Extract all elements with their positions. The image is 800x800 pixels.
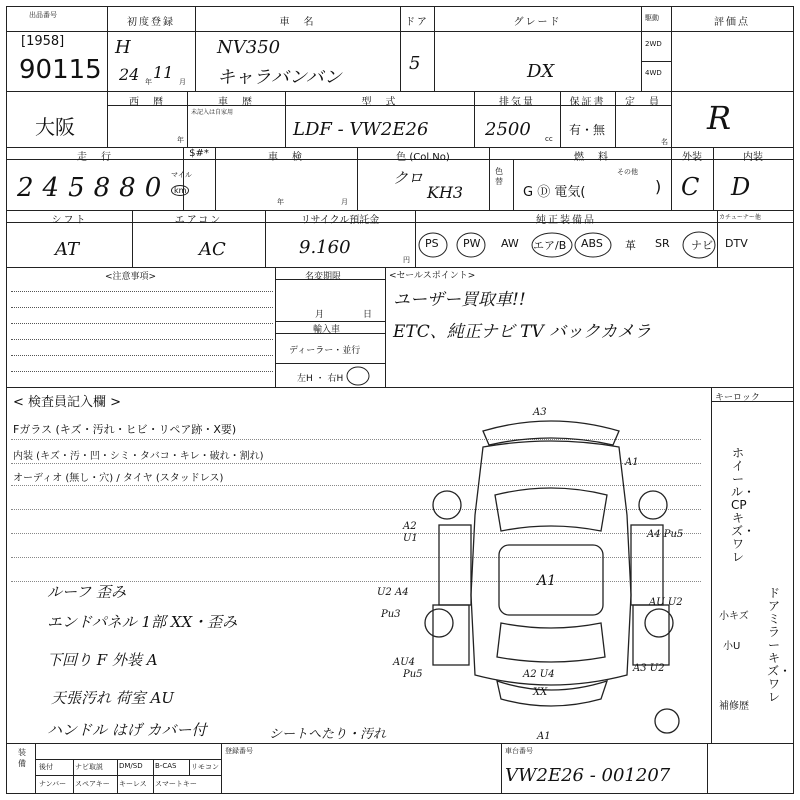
capacity-label: 定 員: [625, 97, 661, 108]
opt-retrofit: 後付: [39, 763, 53, 771]
auction-sheet: [6, 6, 794, 794]
model-name: NV350: [217, 37, 281, 58]
equip-ps: PS: [425, 237, 439, 250]
recycle-label: リサイクル預託金: [300, 215, 380, 226]
insp-month-unit: 月: [341, 198, 348, 206]
wheel-note: ホイール・CPキズ・ワレ: [731, 446, 756, 564]
svg-text:U1: U1: [403, 533, 418, 544]
mileage-unit-mile: マイル: [171, 171, 192, 179]
car-diagram: [377, 395, 707, 743]
west-label: 西 暦: [129, 97, 165, 108]
svg-text:AU U2: AU U2: [649, 597, 683, 608]
equip-pw: PW: [463, 237, 481, 250]
chassis-label: 車台番号: [505, 747, 533, 755]
legend-small-dent: 小U: [723, 641, 741, 652]
opt-spare-key: スペアキー: [75, 780, 110, 788]
svg-text:XX: XX: [533, 687, 548, 698]
footer-side-label: 装備: [18, 748, 26, 768]
mirror-note: ドアミラー キズ・ワレ: [767, 586, 792, 704]
handle-side: 左H ・ 右H: [297, 374, 344, 384]
reg-month: 11: [153, 63, 174, 82]
capacity-unit: 名: [661, 138, 668, 146]
shift: AT: [55, 239, 80, 260]
first-reg-label: 初度登録: [127, 17, 175, 28]
displacement: 2500: [485, 119, 531, 140]
opt-smart-key: スマートキー: [155, 780, 197, 788]
equip-sr: SR: [655, 237, 670, 250]
color-label: 色 (Col.No): [396, 152, 450, 163]
color: クロ: [393, 169, 424, 187]
hand-note-2: エンドパネル 1部 XX・歪み: [47, 613, 238, 631]
score: R: [707, 99, 732, 137]
interior-grade: D: [731, 173, 751, 201]
svg-text:U2 A4: U2 A4: [377, 587, 409, 598]
equip-abs: ABS: [581, 237, 603, 250]
doors: 5: [409, 53, 421, 74]
handle-circle: [345, 365, 371, 387]
displacement-unit: cc: [545, 135, 553, 143]
equip-airbag: エア/B: [533, 239, 567, 252]
door-label: ドア: [405, 17, 429, 28]
opt-keyless: キーレス: [119, 780, 147, 788]
mileage-unit-km: km: [171, 185, 189, 196]
opt-navi-manual: ナビ取説: [75, 763, 103, 771]
opt-bcas: B-CAS: [155, 762, 177, 770]
equip-aw: AW: [501, 237, 519, 250]
hand-note-5: ハンドル はげ カバー付: [47, 721, 207, 739]
hand-note-3: 下回り F 外装 A: [47, 651, 158, 669]
dealer-parallel: ディーラー・並行: [289, 346, 361, 356]
venue-label: 出品番号: [29, 11, 57, 19]
lot-paren: [1958]: [21, 34, 65, 49]
key-lock-label: キーロック: [715, 393, 760, 403]
grade: DX: [527, 61, 555, 82]
car-name-label: 車 名: [279, 17, 316, 28]
caution-label: <注意事項>: [105, 272, 157, 282]
exterior-grade: C: [681, 173, 700, 201]
displacement-label: 排気量: [499, 97, 535, 108]
hand-note-4: 天張汚れ 荷室 AU: [51, 689, 175, 707]
fuel-label: 燃 料: [574, 152, 610, 163]
insp-year-unit: 年: [277, 198, 284, 206]
svg-text:A1: A1: [625, 457, 639, 468]
equipment-circles: [415, 222, 795, 267]
legend-repaired: 補修歴: [719, 701, 749, 712]
hand-note-6: シートへたり・汚れ: [269, 727, 387, 742]
grade-label: グレード: [513, 17, 562, 28]
glass-note: Fガラス (キズ・汚れ・ヒビ・リペア跡・X要): [13, 423, 237, 436]
sh-label: $#*: [189, 148, 209, 159]
equip-leather: 革: [625, 239, 636, 252]
history-note: 未記入は自家用: [191, 109, 234, 116]
inspection-label: 車 検: [268, 152, 304, 163]
equipment-label: 純正装備品: [536, 215, 596, 226]
era: H: [115, 37, 131, 58]
svg-text:A2 U4: A2 U4: [523, 669, 555, 680]
svg-text:AU4: AU4: [393, 657, 416, 668]
svg-text:Pu3: Pu3: [381, 609, 401, 620]
equip-navi: ナビ: [691, 239, 713, 252]
model-sub: キャラバンバン: [217, 67, 342, 88]
lot-number: 90115: [19, 55, 102, 85]
exterior-label: 外装: [682, 152, 702, 163]
opt-dm-sd: DM/SD: [119, 762, 143, 770]
recycle-unit: 円: [403, 256, 410, 264]
warranty-label: 保証書: [569, 97, 606, 108]
fuel-close-paren: ): [655, 177, 662, 196]
warranty-value: 有・無: [569, 123, 606, 137]
name-change-label: 名変期限: [305, 272, 342, 282]
audio-note: オーディオ (無し・穴) / タイヤ (スタッドレス): [13, 473, 224, 484]
drive-label: 駆動: [645, 14, 659, 22]
import-label: 輸入車: [313, 325, 341, 335]
color-code: KH3: [427, 183, 464, 202]
drive-2wd: 2WD: [645, 40, 662, 48]
mileage-label: 走 行: [77, 152, 113, 163]
interior-note: 内装 (キズ・汚・凹・シミ・タバコ・キレ・破れ・割れ): [13, 451, 264, 462]
opt-remote: リモコン: [191, 763, 219, 771]
score-label: 評価点: [714, 17, 750, 28]
mileage: 245880: [17, 173, 171, 203]
chassis-number: VW2E26 - 001207: [505, 765, 671, 786]
svg-text:A3: A3: [533, 407, 547, 418]
name-change-day: 日: [363, 310, 373, 320]
region: 大阪: [35, 115, 75, 139]
sales-point-2: ETC、純正ナビ TV バックカメラ: [393, 322, 652, 342]
type-value: LDF - VW2E26: [293, 119, 429, 140]
svg-text:A4 Pu5: A4 Pu5: [647, 529, 684, 540]
svg-text:A2: A2: [403, 521, 417, 532]
svg-text:A1: A1: [537, 573, 557, 589]
interior-label: 内装: [743, 152, 763, 163]
legend-small-scratch: 小キズ: [719, 611, 749, 622]
svg-text:A3 U2: A3 U2: [633, 663, 665, 674]
month-unit: 月: [179, 78, 186, 86]
equip-dtv: DTV: [725, 237, 748, 250]
hand-note-1: ルーフ 歪み: [47, 583, 127, 601]
west-year-unit: 年: [177, 136, 184, 144]
inspection-title: < 検査員記入欄 >: [13, 395, 122, 410]
color-change: 色替: [495, 167, 503, 186]
cancel-label: カチューナー他: [719, 214, 761, 221]
type-label: 型 式: [361, 97, 398, 108]
history-label: 車 歴: [218, 97, 254, 108]
sales-point-1: ユーザー買取車!!: [393, 290, 526, 310]
opt-number: ナンバー: [39, 780, 67, 788]
svg-text:Pu5: Pu5: [403, 669, 423, 680]
ac: AC: [199, 239, 226, 260]
reg-no-label: 登録番号: [225, 747, 253, 755]
shift-label: シフト: [51, 215, 88, 226]
fuel-options: G Ⓓ 電気(: [523, 185, 586, 200]
recycle-amount: 9.160: [299, 237, 351, 258]
sales-label: <セールスポイント>: [389, 271, 476, 281]
ac-label: エアコン: [174, 215, 223, 226]
year-unit: 年: [145, 78, 152, 86]
svg-text:A1: A1: [537, 731, 551, 742]
name-change-month: 月: [315, 310, 325, 320]
drive-4wd: 4WD: [645, 69, 662, 77]
reg-year: 24: [119, 65, 140, 84]
fuel-other: その他: [617, 168, 638, 176]
